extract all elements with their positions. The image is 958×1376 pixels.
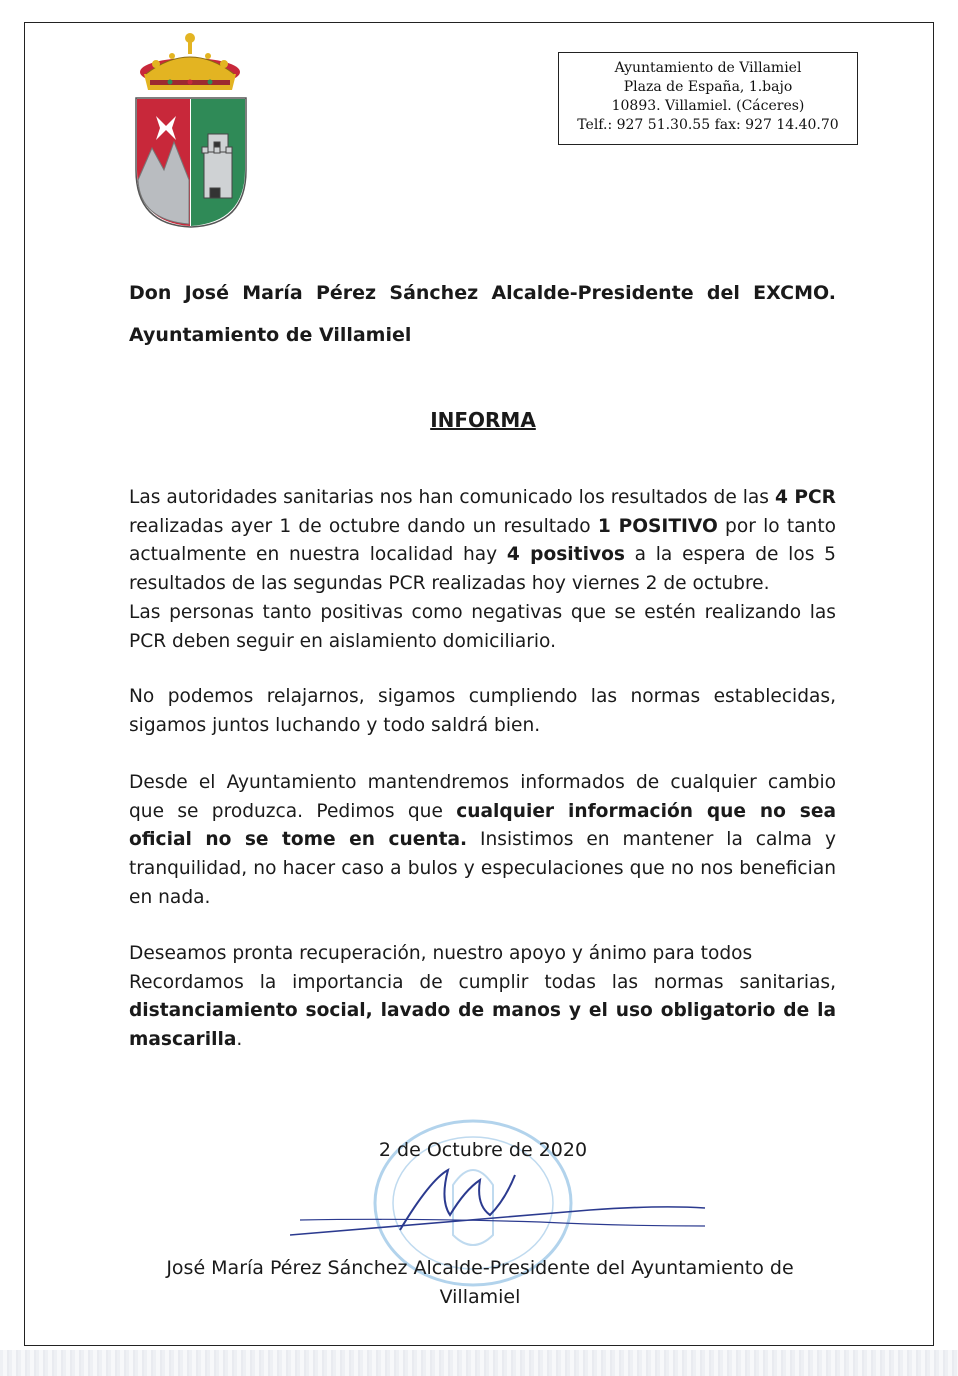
heading-word: Sánchez (389, 282, 479, 304)
text-run: Las personas tanto positivas como negativas que se estén realizando las PCR deben seguir en aislamiento domiciliario. (129, 601, 836, 652)
signatory (120, 1254, 840, 1312)
address-line: 10893. Villamiel. (Cáceres) (611, 98, 805, 114)
scan-edge (0, 1350, 958, 1376)
document-heading (129, 272, 836, 356)
text-run: Recordamos la importancia de cumplir todas las normas sanitarias, (129, 971, 836, 993)
address-line: Plaza de España, 1.bajo (623, 79, 793, 95)
signatory-line-1: José María Pérez Sánchez Alcalde-Presidente del Ayuntamiento de (166, 1257, 794, 1279)
heading-word: José (184, 282, 229, 304)
heading-word: Pérez (315, 282, 377, 304)
text-run: realizadas ayer 1 de octubre dando un resultado (129, 515, 598, 537)
heading-word: María (242, 282, 303, 304)
paragraph-recommendations (129, 940, 836, 1055)
text-run: Las autoridades sanitarias nos han comunicado los resultados de las (129, 487, 775, 508)
bold-run: 4 PCR (774, 487, 836, 508)
paragraph-information (129, 769, 836, 913)
paragraph-results (129, 484, 836, 656)
text-run: a la espera de los 5 resultados de las segundas PCR realizadas hoy viernes 2 de octubre. (129, 544, 836, 595)
bold-run: distanciamiento social, lavado de manos y el uso obligatorio de la mascarilla (129, 1000, 836, 1051)
text-run: Insistimos en mantener la calma y tranquilidad, no hacer caso a bulos y especulaciones que no nos benefician en nada. (129, 829, 836, 908)
paragraph-encouragement: No podemos relajarnos, sigamos cumpliendo las normas establecidas, sigamos juntos luchando y todo saldrá bien. (129, 686, 836, 736)
address-line: Ayuntamiento de Villamiel (614, 60, 802, 76)
text-run: . (236, 1029, 243, 1051)
heading-word: Alcalde-Presidente (491, 282, 694, 304)
heading-word: del (706, 282, 740, 304)
heading-word: Don (129, 282, 172, 304)
heading-word: EXCMO. (753, 282, 836, 304)
letterhead-address (558, 52, 858, 145)
bold-run: cualquier información que no sea oficial no se tome en cuenta. (129, 800, 837, 851)
document-title: INFORMA (430, 408, 536, 432)
document-date: 2 de Octubre de 2020 (378, 1139, 588, 1161)
bold-run: 1 POSITIVO (597, 515, 718, 537)
text-run: Desde el Ayuntamiento mantendremos informados de cualquier cambio que se produzca. Pedimos que (129, 772, 836, 822)
text-run: Deseamos pronta recuperación, nuestro apoyo y ánimo para todos (129, 943, 753, 964)
signatory-line-2: Villamiel (439, 1286, 521, 1308)
heading-line-2: Ayuntamiento de Villamiel (129, 324, 412, 346)
address-line: Telf.: 927 51.30.55 fax: 927 14.40.70 (577, 117, 839, 133)
text-run: por lo tanto actualmente en nuestra localidad hay (129, 515, 836, 566)
coat-of-arms-icon (126, 30, 256, 230)
signature-icon (290, 1160, 710, 1250)
heading-line-1 (129, 272, 836, 314)
bold-run: 4 positivos (506, 544, 625, 566)
